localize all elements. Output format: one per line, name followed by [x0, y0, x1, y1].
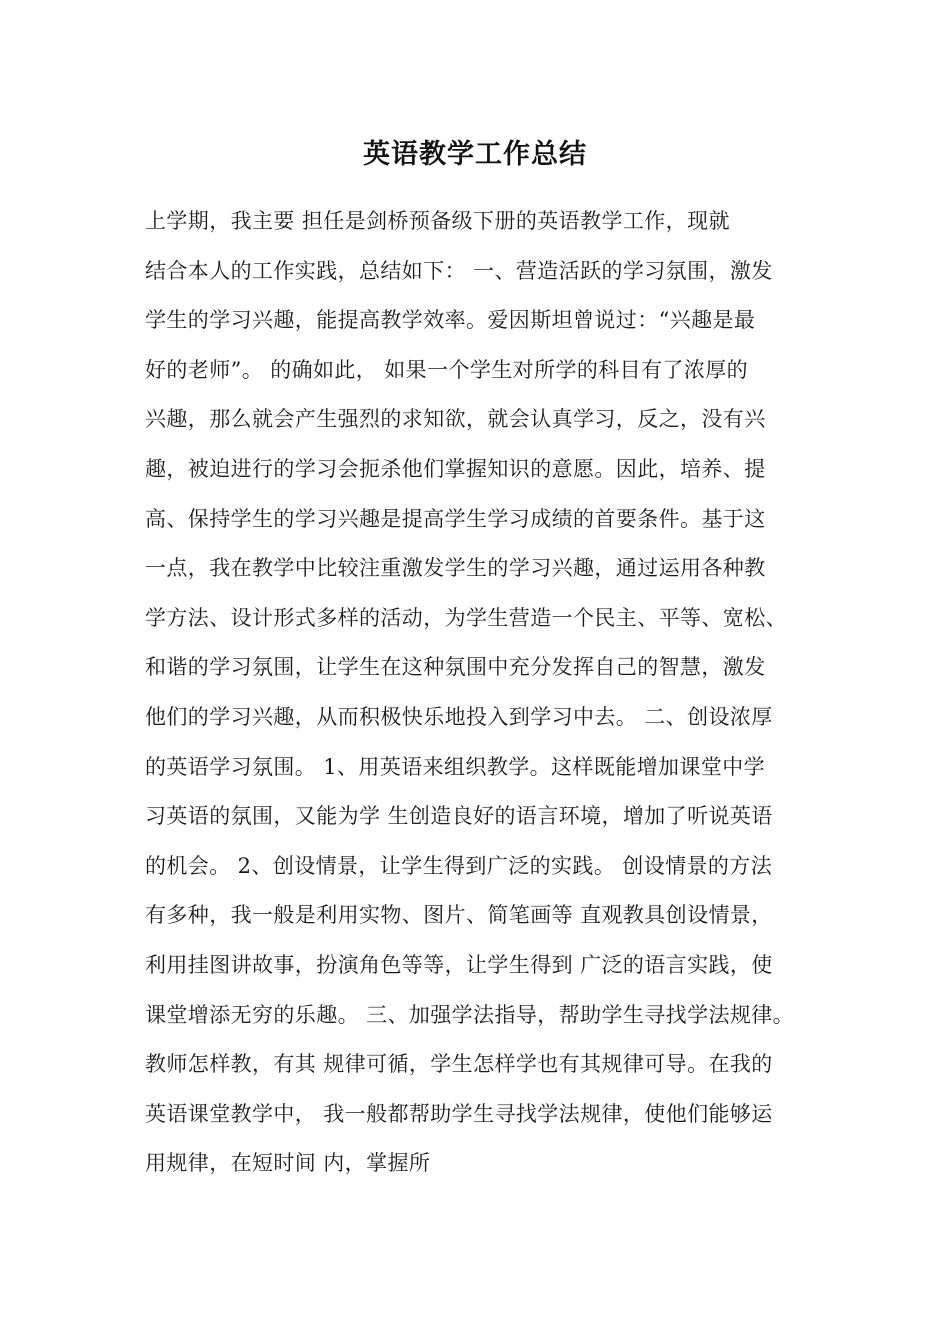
- document-body: [145, 203, 825, 1195]
- body-line: 的英语学习氛围。 1、用英语来组织教学。这样既能增加课堂中学: [145, 754, 766, 779]
- body-line: 用规律，在短时间 内，掌握所: [145, 1151, 431, 1176]
- body-line: 英语课堂教学中， 我一般都帮助学生寻找学法规律，使他们能够运: [145, 1101, 773, 1126]
- body-line: 学方法、设计形式多样的活动，为学生营造一个民主、平等、宽松、: [145, 605, 787, 630]
- body-line: 兴趣，那么就会产生强烈的求知欲，就会认真学习，反之，没有兴: [145, 407, 766, 432]
- body-line: 和谐的学习氛围，让学生在这种氛围中充分发挥自己的智慧，激发: [145, 655, 766, 680]
- body-line: 他们的学习兴趣，从而积极快乐地投入到学习中去。 二、创设浓厚: [145, 704, 773, 729]
- body-line: 上学期，我主要 担任是剑桥预备级下册的英语教学工作，现就: [145, 209, 730, 233]
- body-line: 习英语的氛围，又能为学 生创造良好的语言环境，增加了听说英语: [145, 804, 773, 829]
- body-line: 好的老师”。 的确如此， 如果一个学生对所学的科目有了浓厚的: [145, 357, 749, 382]
- document-title: 英语教学工作总结: [363, 139, 587, 170]
- body-line: 一点，我在教学中比较注重激发学生的学习兴趣，通过运用各种教: [145, 556, 766, 581]
- body-line: 有多种，我一般是利用实物、图片、简笔画等 直观教具创设情景，: [145, 903, 773, 928]
- body-line: 学生的学习兴趣，能提高教学效率。爱因斯坦曾说过：“兴趣是最: [145, 308, 756, 333]
- body-line: 利用挂图讲故事，扮演角色等等，让学生得到 广泛的语言实践，使: [145, 952, 773, 977]
- body-line: 课堂增添无穷的乐趣。 三、加强学法指导，帮助学生寻找学法规律。: [145, 1002, 795, 1027]
- body-line: 结合本人的工作实践，总结如下： 一、营造活跃的学习氛围，激发: [145, 258, 773, 283]
- body-line: 教师怎样教，有其 规律可循，学生怎样学也有其规律可导。在我的: [145, 1052, 773, 1077]
- body-line: 高、保持学生的学习兴趣是提高学生学习成绩的首要条件。基于这: [145, 506, 766, 531]
- body-line: 趣，被迫进行的学习会扼杀他们掌握知识的意愿。因此，培养、提: [145, 456, 766, 481]
- body-line: 的机会。 2、创设情景，让学生得到广泛的实践。 创设情景的方法: [145, 853, 773, 878]
